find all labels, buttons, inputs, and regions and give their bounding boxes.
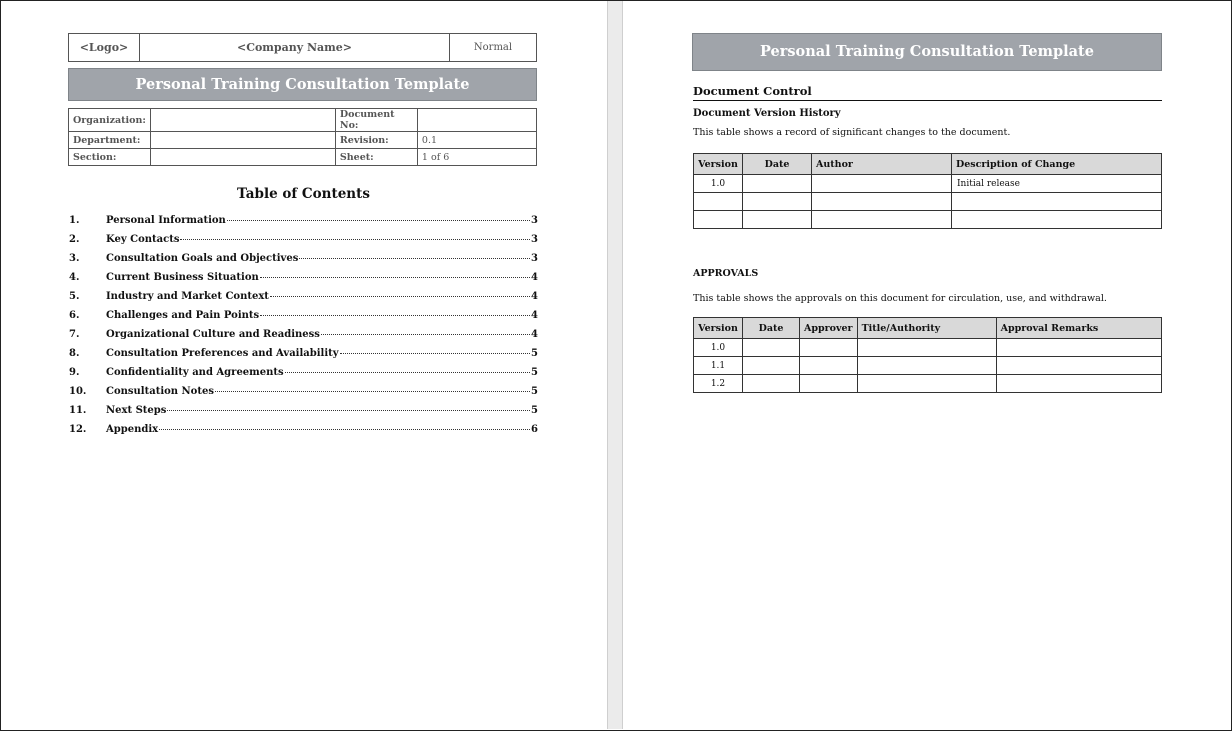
toc-leader [285, 372, 530, 373]
cell-version: 1.2 [694, 375, 743, 393]
toc-page: 4 [531, 291, 538, 302]
toc-leader [180, 239, 530, 240]
cell-title-authority [857, 375, 996, 393]
approvals-heading: APPROVALS [693, 268, 759, 279]
approvals-table [693, 317, 1162, 393]
cell-description [952, 211, 1162, 229]
toc-number: 6. [69, 310, 80, 321]
document-title-banner: Personal Training Consultation Template [68, 68, 537, 101]
toc-text: Consultation Goals and Objectives [106, 253, 299, 264]
toc-number: 3. [69, 253, 80, 264]
toc-page: 4 [531, 310, 538, 321]
column-header-version: Version [694, 154, 743, 175]
toc-entry[interactable] [69, 310, 538, 329]
toc-page: 6 [531, 424, 538, 435]
toc-page: 4 [531, 272, 538, 283]
page-gutter [607, 1, 623, 729]
toc-page: 4 [531, 329, 538, 340]
toc-page: 3 [531, 234, 538, 245]
toc-text: Appendix [106, 424, 159, 435]
toc-text: Key Contacts [106, 234, 180, 245]
toc-number: 10. [69, 386, 87, 397]
cell-description [952, 193, 1162, 211]
cell-approval-remarks [996, 375, 1161, 393]
section-label: Section: [69, 149, 151, 166]
cell-version: 1.1 [694, 357, 743, 375]
sheet-label: Sheet: [335, 149, 417, 166]
toc-text: Organizational Culture and Readiness [106, 329, 320, 340]
column-header-author: Author [812, 154, 952, 175]
table-row [694, 339, 1162, 357]
cell-title-authority [857, 357, 996, 375]
toc-page: 5 [531, 405, 538, 416]
document-no-value [417, 109, 536, 132]
toc-leader [340, 353, 530, 354]
toc-number: 9. [69, 367, 80, 378]
document-title-banner: Personal Training Consultation Template [692, 33, 1162, 71]
department-label: Department: [69, 132, 151, 149]
organization-value [150, 109, 335, 132]
cell-approval-remarks [996, 357, 1161, 375]
document-info-table [68, 108, 537, 166]
column-header-date: Date [743, 318, 800, 339]
version-history-heading: Document Version History [693, 108, 841, 119]
cell-version [694, 193, 743, 211]
toc-page: 5 [531, 367, 538, 378]
toc-entry[interactable] [69, 291, 538, 310]
toc-number: 2. [69, 234, 80, 245]
table-row [694, 375, 1162, 393]
version-history-table [693, 153, 1162, 229]
column-header-version: Version [694, 318, 743, 339]
page-right [623, 1, 1230, 729]
toc-number: 12. [69, 424, 87, 435]
toc-entry[interactable] [69, 386, 538, 405]
cell-version: 1.0 [694, 339, 743, 357]
cell-description: Initial release [952, 175, 1162, 193]
toc-number: 8. [69, 348, 80, 359]
toc-page: 3 [531, 253, 538, 264]
toc-text: Personal Information [106, 215, 226, 226]
toc-number: 11. [69, 405, 87, 416]
company-name: <Company Name> [140, 34, 450, 62]
section-value [150, 149, 335, 166]
department-value [150, 132, 335, 149]
toc-leader [260, 315, 530, 316]
toc-entry[interactable] [69, 234, 538, 253]
toc-number: 4. [69, 272, 80, 283]
table-row [694, 193, 1162, 211]
column-header-approval-remarks: Approval Remarks [996, 318, 1161, 339]
cell-approval-remarks [996, 339, 1161, 357]
toc-text: Challenges and Pain Points [106, 310, 260, 321]
cell-date [743, 339, 800, 357]
toc-number: 7. [69, 329, 80, 340]
table-row [694, 357, 1162, 375]
toc-leader [299, 258, 530, 259]
table-row [694, 175, 1162, 193]
toc-number: 5. [69, 291, 80, 302]
toc-entry[interactable] [69, 272, 538, 291]
cell-date [743, 375, 800, 393]
toc-entry[interactable] [69, 253, 538, 272]
toc-entry[interactable] [69, 215, 538, 234]
toc-leader [270, 296, 530, 297]
column-header-approver: Approver [800, 318, 858, 339]
toc-leader [215, 391, 530, 392]
toc-text: Current Business Situation [106, 272, 259, 283]
toc-page: 5 [531, 348, 538, 359]
cell-version [694, 211, 743, 229]
toc-entry[interactable] [69, 424, 538, 443]
toc-entry[interactable] [69, 329, 538, 348]
column-header-description: Description of Change [952, 154, 1162, 175]
toc-entry[interactable] [69, 367, 538, 386]
toc-text: Consultation Preferences and Availability [106, 348, 339, 359]
toc-entry[interactable] [69, 405, 538, 424]
cell-author [812, 211, 952, 229]
cell-date [743, 357, 800, 375]
table-of-contents [69, 215, 538, 443]
style-label: Normal [450, 34, 537, 62]
toc-text: Confidentiality and Agreements [106, 367, 284, 378]
toc-leader [227, 220, 530, 221]
header-table [68, 33, 537, 62]
cell-title-authority [857, 339, 996, 357]
toc-leader [321, 334, 530, 335]
column-header-title-authority: Title/Authority [857, 318, 996, 339]
toc-leader [159, 429, 530, 430]
table-row [694, 211, 1162, 229]
approvals-description: This table shows the approvals on this document for circulation, use, and withdrawal. [693, 293, 1107, 304]
toc-leader [260, 277, 530, 278]
toc-page: 5 [531, 386, 538, 397]
revision-label: Revision: [335, 132, 417, 149]
toc-leader [167, 410, 530, 411]
logo-placeholder: <Logo> [69, 34, 140, 62]
cell-date [743, 193, 812, 211]
toc-text: Industry and Market Context [106, 291, 269, 302]
cell-date [743, 211, 812, 229]
document-control-heading: Document Control [693, 84, 1162, 101]
toc-number: 1. [69, 215, 80, 226]
cell-approver [800, 339, 858, 357]
cell-approver [800, 357, 858, 375]
document-no-label: Document No: [335, 109, 417, 132]
cell-author [812, 193, 952, 211]
version-history-description: This table shows a record of significant changes to the document. [693, 127, 1011, 138]
column-header-date: Date [743, 154, 812, 175]
toc-text: Next Steps [106, 405, 167, 416]
cell-version: 1.0 [694, 175, 743, 193]
cell-author [812, 175, 952, 193]
toc-page: 3 [531, 215, 538, 226]
cell-date [743, 175, 812, 193]
revision-value: 0.1 [417, 132, 536, 149]
sheet-value: 1 of 6 [417, 149, 536, 166]
cell-approver [800, 375, 858, 393]
toc-title: Table of Contents [237, 186, 370, 202]
page-left [1, 1, 607, 729]
toc-entry[interactable] [69, 348, 538, 367]
organization-label: Organization: [69, 109, 151, 132]
toc-text: Consultation Notes [106, 386, 214, 397]
